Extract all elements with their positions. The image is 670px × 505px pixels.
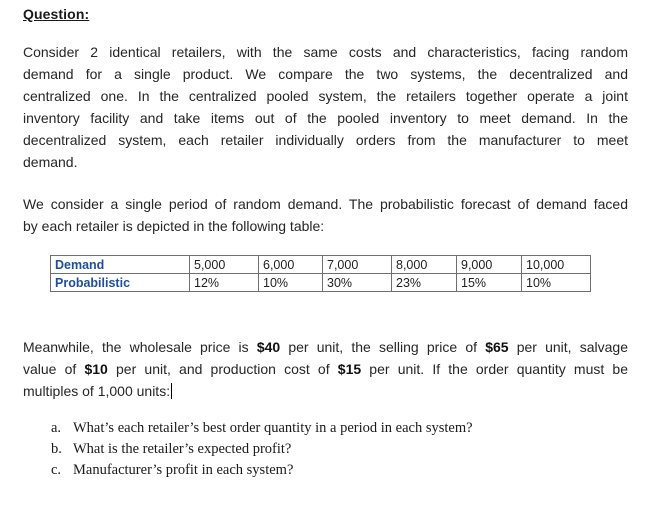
intro-line: demand for a single product. We compare the two systems, the decentralized and	[23, 66, 628, 82]
demand-row-label: Demand	[51, 256, 190, 274]
intro-line: centralized one. In the centralized pooled system, the retailers together operate a joint	[23, 88, 628, 104]
forecast-line: We consider a single period of random demand. The probabilistic forecast of demand faced	[23, 196, 628, 212]
pricing-text: per unit, salvage	[508, 339, 628, 355]
probability-cell: 10%	[259, 274, 323, 292]
pricing-paragraph	[23, 336, 628, 402]
pricing-text: per unit. If the order quantity must be	[361, 361, 629, 377]
forecast-paragraph	[23, 193, 628, 237]
probability-row-label: Probabilistic	[51, 274, 190, 292]
demand-cell: 6,000	[259, 256, 323, 274]
question-text: What’s each retailer’s best order quantity in a period in each system?	[73, 420, 473, 436]
intro-line: inventory facility and take items out of the pooled inventory to meet demand. In the	[23, 110, 628, 126]
pricing-line	[23, 336, 628, 358]
list-marker: c.	[51, 462, 62, 478]
probability-cell: 23%	[392, 274, 457, 292]
text-cursor[interactable]	[171, 383, 172, 399]
forecast-line: by each retailer is depicted in the following table:	[23, 218, 325, 234]
demand-cell: 7,000	[323, 256, 392, 274]
pricing-text: value of	[23, 361, 85, 377]
demand-cell: 8,000	[392, 256, 457, 274]
salvage-value: $10	[84, 361, 108, 377]
probability-cell: 12%	[190, 274, 259, 292]
intro-line: decentralized system, each retailer individually orders from the manufacturer to meet	[23, 132, 628, 148]
pricing-text: Meanwhile, the wholesale price is	[23, 339, 257, 355]
production-cost: $15	[337, 361, 362, 377]
probability-cell: 10%	[522, 274, 591, 292]
question-text: What is the retailer’s expected profit?	[73, 441, 292, 457]
table-row-demand	[51, 256, 591, 274]
pricing-text: per unit, and production cost of	[107, 361, 338, 377]
intro-paragraph	[23, 41, 628, 173]
pricing-line	[23, 380, 628, 402]
question-text: Manufacturer’s profit in each system?	[73, 462, 294, 478]
pricing-line	[23, 358, 628, 380]
probability-cell: 15%	[457, 274, 522, 292]
selling-price: $65	[485, 339, 509, 355]
table-row-probability	[51, 274, 591, 292]
list-marker: a.	[51, 420, 62, 436]
probability-cell: 30%	[323, 274, 392, 292]
demand-cell: 9,000	[457, 256, 522, 274]
intro-line: Consider 2 identical retailers, with the same costs and characteristics, facing random	[23, 44, 628, 60]
demand-cell: 10,000	[522, 256, 591, 274]
demand-cell: 5,000	[190, 256, 259, 274]
intro-line: demand.	[23, 154, 78, 170]
demand-forecast-table	[50, 255, 591, 292]
wholesale-price: $40	[256, 339, 281, 355]
list-marker: b.	[51, 441, 62, 457]
pricing-text: multiples of 1,000 units:	[23, 383, 171, 399]
question-heading: Question:	[23, 6, 90, 22]
pricing-text: per unit, the selling price of	[280, 339, 486, 355]
